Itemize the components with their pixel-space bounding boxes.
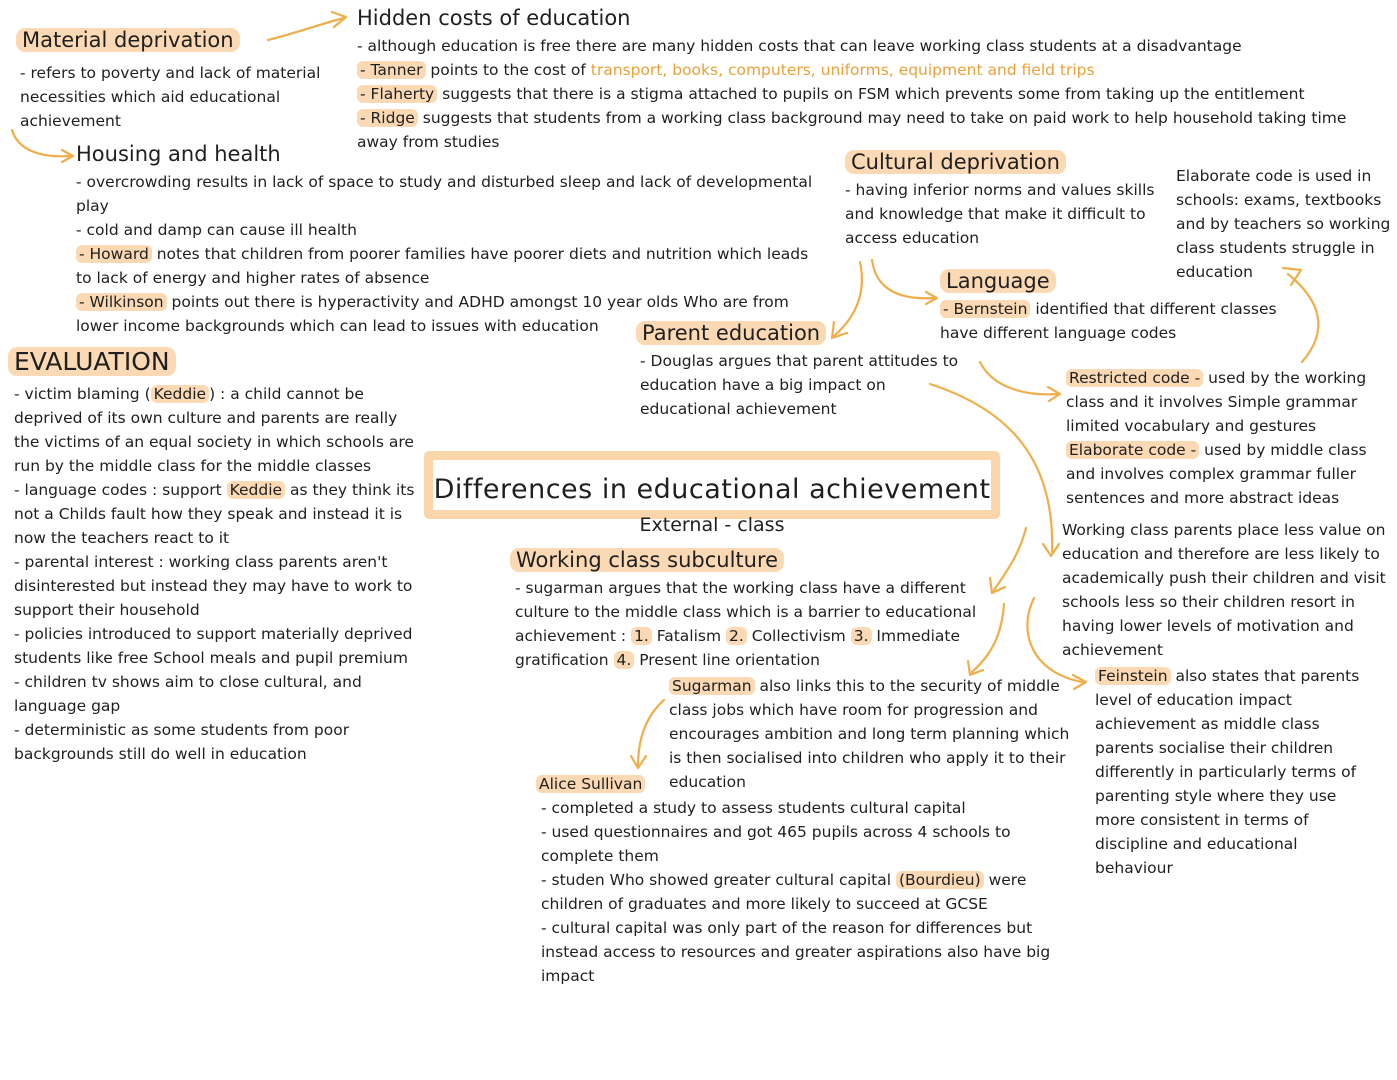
- housing-line-2: - cold and damp can cause ill health: [76, 221, 357, 239]
- elaborate-note: Elaborate code is used in schools: exams, textbooks and by teachers so working class students struggle in education: [1176, 167, 1391, 281]
- arrow-codes-to-note: [1288, 274, 1318, 362]
- parent-body: - Douglas argues that parent attitudes to education have a big impact on educational achievement: [640, 352, 959, 418]
- housing-line-4: - Wilkinson points out there is hyperactivity and ADHD amongst 10 year olds Who are from lower income backgrounds which can lead to issues with education: [76, 293, 789, 335]
- restricted-code: Restricted code - used by the working class and it involves Simple grammar limited vocabulary and gestures: [1066, 369, 1367, 435]
- hidden-cost-items: transport, books, computers, uniforms, equipment and field trips: [590, 61, 1095, 79]
- evaluation-line-4: - policies introduced to support materially deprived students like free School meals and pupil premium: [14, 625, 413, 667]
- elaborate-code: Elaborate code - used by middle class and involves complex grammar fuller sentences and more abstract ideas: [1066, 441, 1367, 507]
- arrow-language-to-restricted: [980, 362, 1058, 394]
- arrow-material-to-housing: [12, 130, 70, 156]
- hidden-body: [357, 34, 1357, 154]
- hidden-line-3: - Flaherty suggests that there is a stigma attached to pupils on FSM which prevents some from taking up the entitlement: [357, 82, 1357, 106]
- parent-heading: Parent education: [636, 319, 826, 347]
- sullivan-heading: Alice Sullivan: [536, 772, 645, 796]
- arrow-to-sullivan: [638, 700, 664, 766]
- housing-body: [76, 170, 826, 338]
- sullivan-body: [541, 796, 1061, 988]
- hidden-line-2: - Tanner points to the cost of transport, books, computers, uniforms, equipment and field trips: [357, 58, 1357, 82]
- material-body: - refers to poverty and lack of material necessities which aid educational achievement: [20, 64, 321, 130]
- sullivan-line-3: - studen Who showed greater cultural capital (Bourdieu) were children of graduates and more likely to succeed at GCSE: [541, 871, 1027, 913]
- evaluation-heading: EVALUATION: [8, 348, 176, 376]
- material-heading: Material deprivation: [16, 26, 240, 54]
- feinstein-note: Feinstein also states that parents level of education impact achievement as middle class parents socialise their children differently in particularly terms of parenting style where they use more consistent in terms of discipline and educational behaviour: [1095, 667, 1360, 877]
- sugarman-note: Sugarman also links this to the security of middle class jobs which have room for progression and encourages ambition and long term planning which is then socialised into children who apply it to their education: [669, 677, 1070, 791]
- hidden-heading: Hidden costs of education: [357, 6, 631, 30]
- housing-line-1: - overcrowding results in lack of space to study and disturbed sleep and lack of developmental play: [76, 173, 813, 215]
- cultural-heading: Cultural deprivation: [845, 148, 1066, 176]
- arrow-cultural-to-language: [872, 260, 934, 298]
- sullivan-line-1: - completed a study to assess students cultural capital: [541, 799, 966, 817]
- sullivan-line-4: - cultural capital was only part of the reason for differences but instead access to resources and greater aspirations also have big impact: [541, 919, 1051, 985]
- arrow-material-to-hidden: [268, 18, 344, 40]
- evaluation-line-5: - children tv shows aim to close cultural, and language gap: [14, 673, 362, 715]
- language-body: - Bernstein identified that different classes have different language codes: [940, 300, 1277, 342]
- housing-heading: Housing and health: [76, 142, 281, 166]
- cultural-body: - having inferior norms and values skills and knowledge that make it difficult to access education: [845, 181, 1155, 247]
- evaluation-body: [14, 382, 418, 766]
- central-topic-box: [424, 451, 1000, 519]
- subculture-heading: Working class subculture: [510, 546, 784, 574]
- evaluation-line-1: - victim blaming ( Keddie ) : a child cannot be deprived of its own culture and parents are really the victims of an equal society in which schools are run by the middle class for the middle classes: [14, 385, 414, 475]
- housing-line-3: - Howard notes that children from poorer families have poorer diets and nutrition which leads to lack of energy and higher rates of absence: [76, 245, 809, 287]
- evaluation-line-2: - language codes : support Keddie as they think its not a Childs fault how they speak and instead it is now the teachers react to it: [14, 481, 415, 547]
- central-topic-subtitle: External - class: [639, 514, 785, 536]
- hidden-line-4: - Ridge suggests that students from a working class background may need to take on paid work to help household taking time away from studies: [357, 109, 1347, 151]
- wc-parents-note: Working class parents place less value on education and therefore are less likely to academically push their children and visit schools less so their children resort in having lower levels of motivation and achievement: [1062, 521, 1386, 659]
- arrow-cultural-to-parent: [834, 262, 862, 336]
- central-topic-title: Differences in educational achievement: [433, 474, 991, 505]
- evaluation-line-3: - parental interest : working class parents aren't disinterested but instead they may have to work to support their household: [14, 553, 413, 619]
- arrow-to-subculture: [994, 528, 1026, 590]
- sullivan-line-2: - used questionnaires and got 465 pupils across 4 schools to complete them: [541, 823, 1011, 865]
- codes-body: [1066, 366, 1386, 510]
- subculture-body: - sugarman argues that the working class have a different culture to the middle class which is a barrier to educational achievement : 1. Fatalism 2. Collectivism 3. Immediate gratification 4. Present line orientation: [515, 579, 977, 669]
- evaluation-line-6: - deterministic as some students from poor backgrounds still do well in education: [14, 721, 350, 763]
- language-heading: Language: [940, 267, 1056, 295]
- hidden-line-1: - although education is free there are many hidden costs that can leave working class students at a disadvantage: [357, 37, 1242, 55]
